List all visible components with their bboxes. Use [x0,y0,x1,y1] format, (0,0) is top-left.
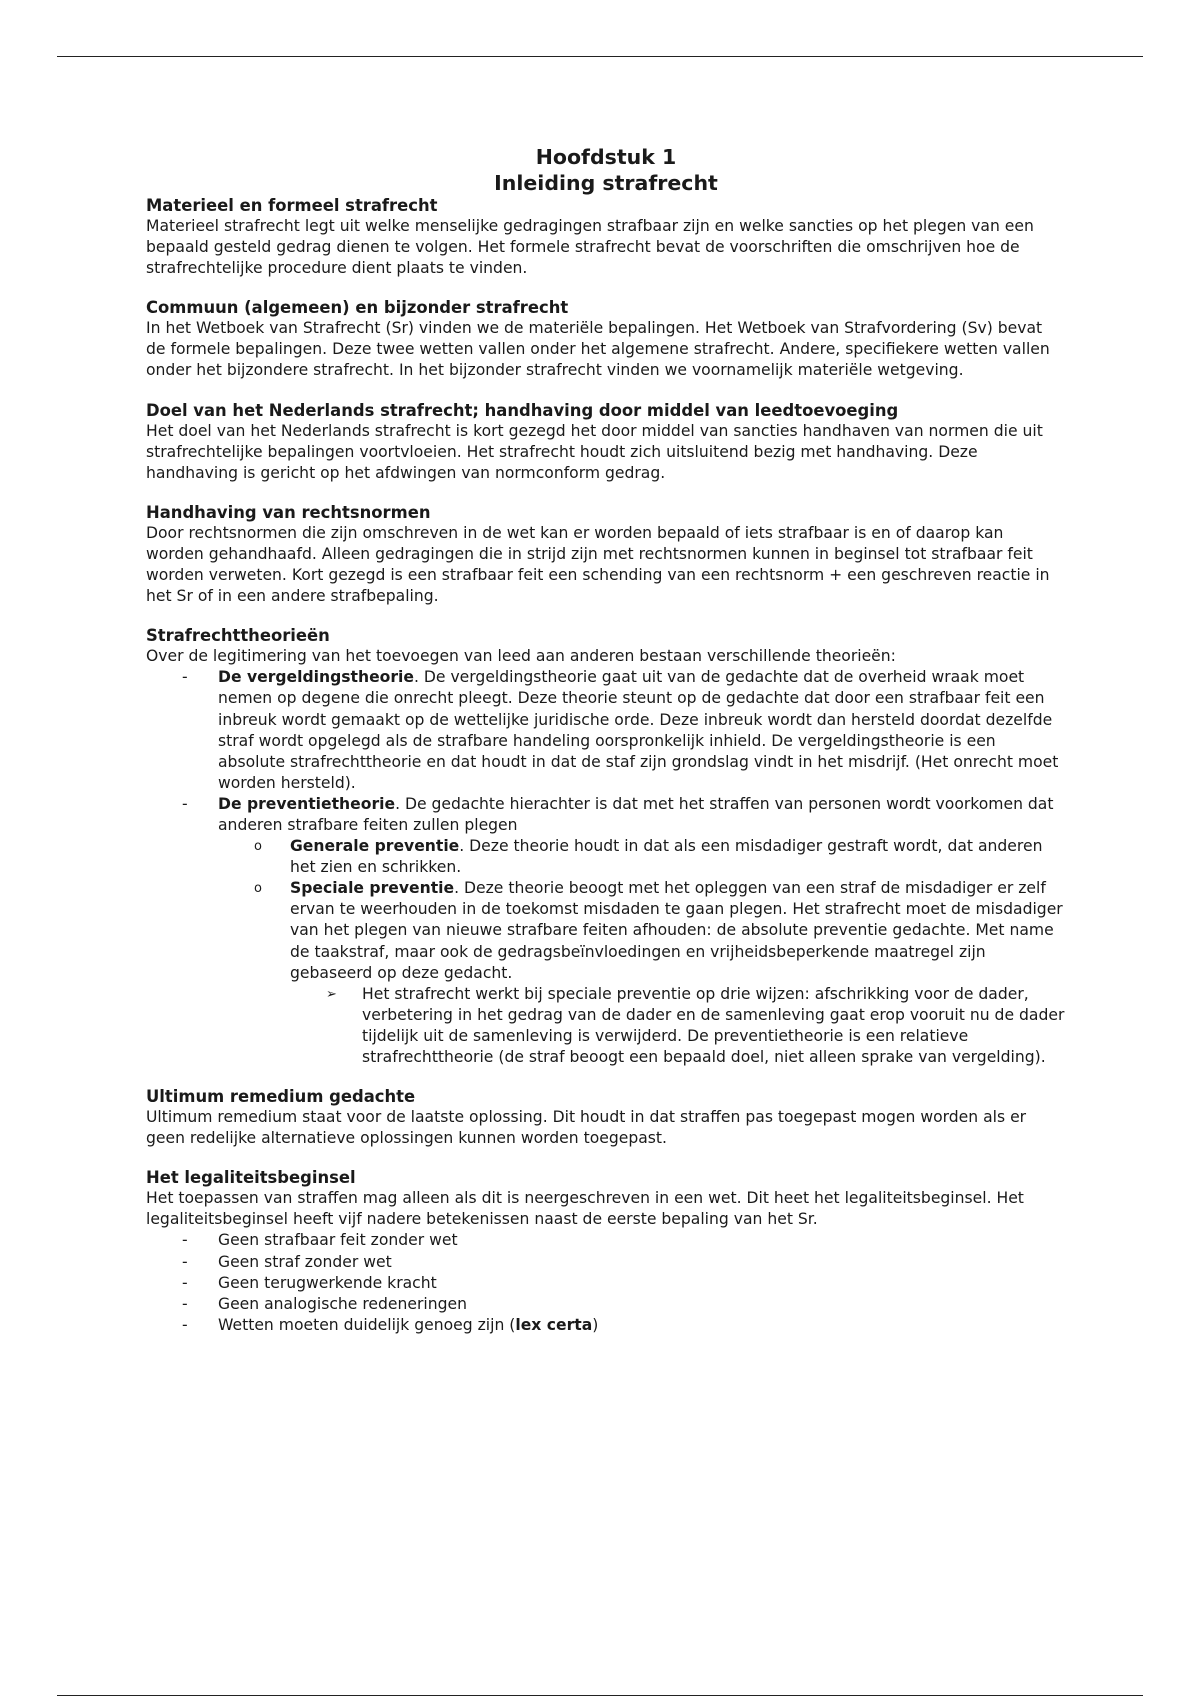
term-lex-certa: lex certa [515,1315,593,1334]
section-paragraph: Door rechtsnormen die zijn omschreven in de wet kan er worden bepaald of iets strafbaar is en of daarop kan worden gehandhaafd. Alleen gedragingen die in strijd zijn met rechtsnormen kunnen in beginsel tot strafbaar feit worden verweten. Kort gezegd is een strafbaar feit een schending van een rechtsnorm + een geschreven reactie in het Sr of in een andere strafbepaling. [146,523,1050,606]
list-item-text: . Deze theorie houdt in dat als een misdadiger gestraft wordt, dat anderen het zien en schrikken. [290,837,1043,877]
chapter-number: Hoofdstuk 1 [535,145,677,169]
section-heading: Ultimum remedium gedachte [146,1087,416,1107]
list-item-text: Wetten moeten duidelijk genoeg zijn ( [218,1315,516,1334]
section-paragraph: Materieel strafrecht legt uit welke menselijke gedragingen strafbaar zijn en welke sancties op het plegen van een bepaald gesteld gedrag dienen te volgen. Het formele strafrecht bevat de voorschriften die omschrijven hoe de strafrechtelijke procedure dient plaats te vinden. [146,217,1034,278]
section-heading: Materieel en formeel strafrecht [146,196,438,215]
legaliteit-list [146,1230,1066,1335]
list-item-text: Geen analogische redeneringen [218,1294,467,1313]
list-item-preventietheorie [146,794,1066,836]
dash-bullet: - [182,1231,188,1250]
list-item-text: ) [592,1315,599,1334]
dash-bullet: - [182,1273,188,1292]
list-item-text: . Deze theorie beoogt met het opleggen van een straf de misdadiger er zelf ervan te weerhouden in de toekomst misdaden te gaan plegen. Het strafrecht moet de misdadiger van het plegen van nieuwe strafbare feiten afhouden: de absolute preventie gedachte. Met name de taakstraf, maar ook de gedragsbeïnvloedingen en vrijheidsbeperkende maatregel zijn gebaseerd op deze gedacht. [290,879,1063,982]
dash-bullet: - [182,1252,188,1271]
term-generale-preventie: Generale preventie [290,837,460,856]
circle-bullet-icon: o [254,839,262,855]
document-title [146,144,1066,196]
list-item-text: Geen terugwerkende kracht [218,1273,437,1292]
term-vergeldingstheorie: De vergeldingstheorie [218,668,414,687]
section-paragraph: Het doel van het Nederlands strafrecht is kort gezegd het door middel van sancties handhaven van normen die uit strafrechtelijke bepalingen voortvloeien. Het strafrecht houdt zich uitsluitend bezig met handhaving. Deze handhaving is gericht op het afdwingen van normconform gedrag. [146,421,1043,482]
header-rule [57,56,1143,57]
list-item [146,1315,1066,1336]
prevention-sublist [146,836,1066,984]
section-paragraph: Over de legitimering van het toevoegen van leed aan anderen bestaan verschillende theorieën: [146,647,896,666]
speciale-preventie-sublist [146,984,1066,1068]
section-materieel [146,196,1066,279]
list-item-speciale-preventie [146,878,1066,983]
section-strafrechttheorieen [146,626,1066,1068]
dash-bullet: - [182,1315,188,1334]
list-item-text: . De gedachte hierachter is dat met het straffen van personen wordt voorkomen dat anderen strafbare feiten zullen plegen [218,794,1054,834]
document-body [146,144,1066,1355]
section-commuun [146,298,1066,381]
section-heading: Commuun (algemeen) en bijzonder strafrecht [146,298,569,318]
section-heading: Doel van het Nederlands strafrecht; handhaving door middel van leedtoevoeging [146,400,899,420]
list-item-text: Het strafrecht werkt bij speciale preventie op drie wijzen: afschrikking voor de dader, verbetering in het gedrag van de dader en de samenleving gaat erop vooruit nu de dader tijdelijk uit de samenleving is verwijderd. De preventietheorie is een relatieve strafrechttheorie (de straf beoogt een bepaald doel, niet alleen sprake van vergelding). [362,984,1065,1066]
section-doel [146,401,1066,484]
footer-rule [57,1695,1143,1696]
list-item-vergeldingstheorie [146,667,1066,794]
dash-bullet: - [182,1294,188,1313]
arrow-bullet-icon: ➢ [326,986,337,1002]
section-heading: Strafrechttheorieën [146,626,330,646]
section-paragraph: Ultimum remedium staat voor de laatste oplossing. Dit houdt in dat straffen pas toegepast mogen worden als er geen redelijke alternatieve oplossingen kunnen worden toegepast. [146,1108,1027,1148]
term-preventietheorie: De preventietheorie [218,794,396,813]
circle-bullet-icon: o [254,881,262,897]
term-speciale-preventie: Speciale preventie [290,879,455,898]
section-paragraph: Het toepassen van straffen mag alleen als dit is neergeschreven in een wet. Dit heet het legaliteitsbeginsel. Het legaliteitsbeginsel heeft vijf nadere betekenissen naast de eerste bepaling van het Sr. [146,1189,1024,1229]
dash-bullet: - [182,794,188,813]
list-item-text: . De vergeldingstheorie gaat uit van de gedachte dat de overheid wraak moet nemen op degene die onrecht pleegt. Deze theorie steunt op de gedachte dat door een strafbaar feit een inbreuk wordt gemaakt op de wettelijke juridische orde. Deze inbreuk wordt dan hersteld doordat dezelfde straf wordt opgelegd als de strafbare handeling oorspronkelijk inhield. De vergeldingstheorie is een absolute strafrechttheorie en dat houdt in dat de staf zijn grondslag vindt in het misdrijf. (Het onrecht moet worden hersteld). [218,668,1059,792]
theory-list [146,667,1066,836]
section-handhaving [146,503,1066,607]
list-item [146,1230,1066,1251]
list-item-generale-preventie [146,836,1066,878]
list-item [146,1252,1066,1273]
dash-bullet: - [182,668,188,687]
section-heading: Het legaliteitsbeginsel [146,1168,356,1188]
list-item-text: Geen strafbaar feit zonder wet [218,1231,458,1250]
section-heading: Handhaving van rechtsnormen [146,502,431,522]
list-item-text: Geen straf zonder wet [218,1252,392,1271]
section-paragraph: In het Wetboek van Strafrecht (Sr) vinden we de materiële bepalingen. Het Wetboek van Strafvordering (Sv) bevat de formele bepalingen. Deze twee wetten vallen onder het algemene strafrecht. Andere, specifiekere wetten vallen onder het bijzondere strafrecht. In het bijzonder strafrecht vinden we voornamelijk materiële wetgeving. [146,319,1050,380]
section-ultimum-remedium [146,1087,1066,1149]
list-item [146,1294,1066,1315]
list-item [146,1273,1066,1294]
chapter-title: Inleiding strafrecht [494,171,718,195]
section-legaliteitsbeginsel [146,1168,1066,1336]
list-item-drie-wijzen [146,984,1066,1068]
